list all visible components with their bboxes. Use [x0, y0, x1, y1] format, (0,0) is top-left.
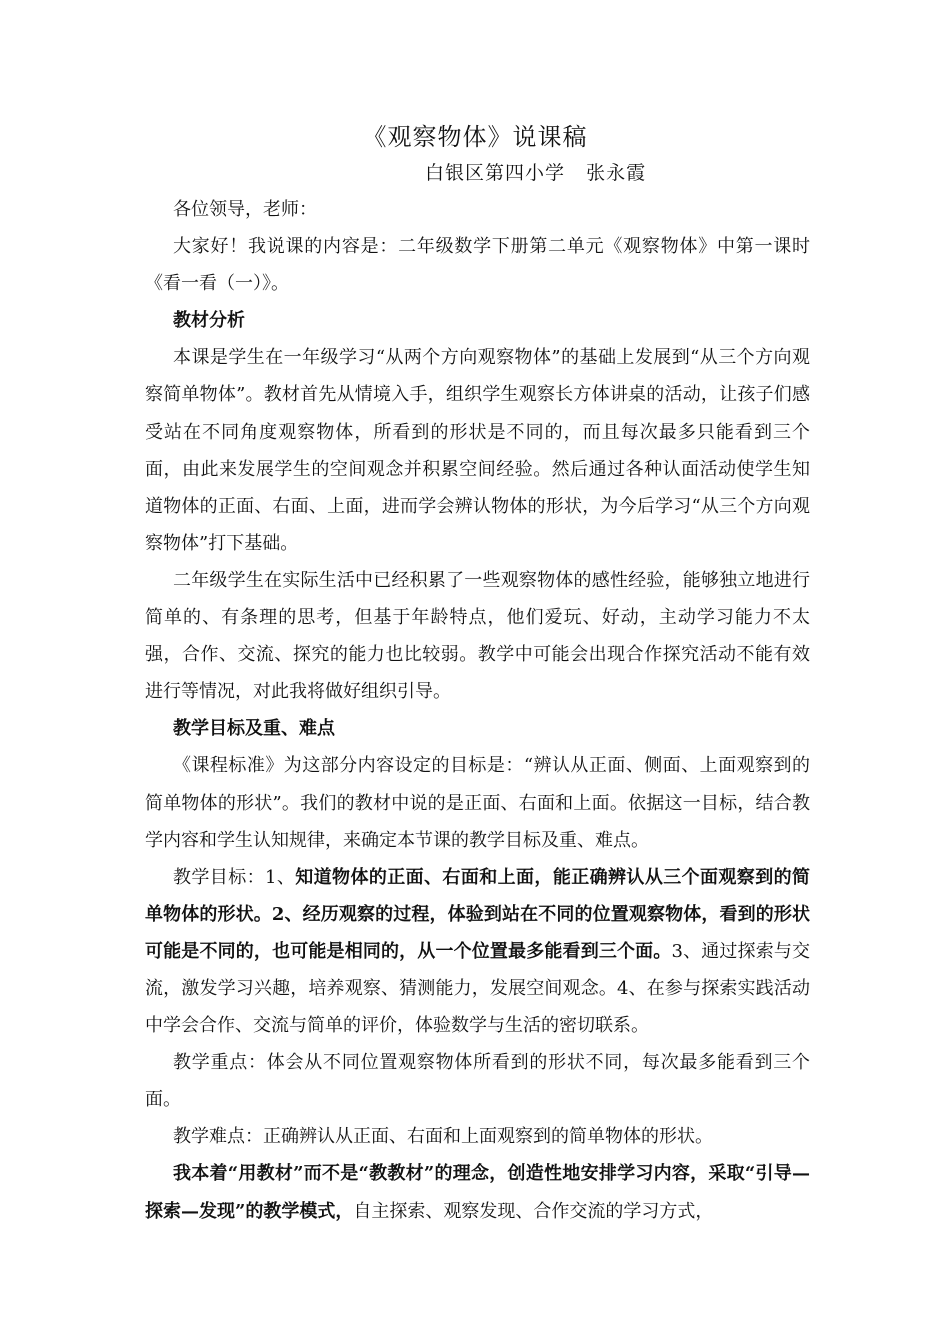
greeting: 各位领导，老师：: [173, 199, 317, 220]
standard-paragraph: 《课程标准》为这部分内容设定的目标是：“辨认从正面、侧面、上面观察到的简单物体的形状”。我们的教材中说的是正面、右面和上面。依据这一目标，结合教学内容和学生认知规律，来确定本节课的教学目标及重、难点。: [145, 755, 810, 851]
document-title: 《观察物体》说课稿: [362, 123, 588, 151]
heading-material-analysis: 教材分析: [173, 310, 245, 332]
heading-goals: 教学目标及重、难点: [173, 718, 335, 740]
goals-label: 教学目标：1、: [173, 866, 296, 888]
difficulty-paragraph: 教学难点：正确辨认从正面、右面和上面观察到的简单物体的形状。: [173, 1126, 713, 1148]
key-point-paragraph: 教学重点：体会从不同位置观察物体所看到的形状不同，每次最多能看到三个面。: [145, 1052, 810, 1111]
students-paragraph: 二年级学生在实际生活中已经积累了一些观察物体的感性经验，能够独立地进行简单的、有条理的思考，但基于年龄特点，他们爱玩、好动，主动学习能力不太强，合作、交流、探究的能力也比较弱。教学中可能会出现合作探究活动不能有效进行等情况，对此我将做好组织引导。: [145, 569, 810, 703]
author-line: 白银区第四小学 张永霞: [425, 162, 647, 184]
method-bold-text: 我本着“用教材”而不是“教教材”的理念，创造性地安排学习内容，采取“引导—探索—发现”的教学模式，: [145, 1163, 810, 1222]
goals-bold-text: 知道物体的正面、右面和上面，能正确辨认从三个面观察到的简单物体的形状。2、经历观察的过程，体验到站在不同的位置观察物体，看到的形状可能是不同的，也可能是相同的，从一个位置最多能看到三个面。: [145, 866, 811, 962]
goals-rest-text: 3、通过探索与交流，激发学习兴趣，培养观察、猜测能力，发展空间观念。4、在参与探索实践活动中学会合作、交流与简单的评价，体验数学与生活的密切联系。: [145, 940, 810, 1037]
method-paragraph: [145, 1155, 810, 1229]
material-paragraph: 本课是学生在一年级学习“从两个方向观察物体”的基础上发展到“从三个方向观察简单物体”。教材首先从情境入手，组织学生观察长方体讲桌的活动，让孩子们感受站在不同角度观察物体，所看到的形状是不同的，而且每次最多只能看到三个面，由此来发展学生的空间观念并积累空间经验。然后通过各种认面活动使学生知道物体的正面、右面、上面，进而学会辨认物体的形状，为今后学习“从三个方向观察物体”打下基础。: [145, 347, 810, 554]
goals-paragraph: [145, 859, 810, 1044]
method-rest-text: 自主探索、观察发现、合作交流的学习方式，: [353, 1200, 714, 1222]
intro-paragraph: 大家好！我说课的内容是：二年级数学下册第二单元《观察物体》中第一课时《看一看（一）》。: [145, 236, 810, 295]
document-body: [145, 191, 810, 1230]
